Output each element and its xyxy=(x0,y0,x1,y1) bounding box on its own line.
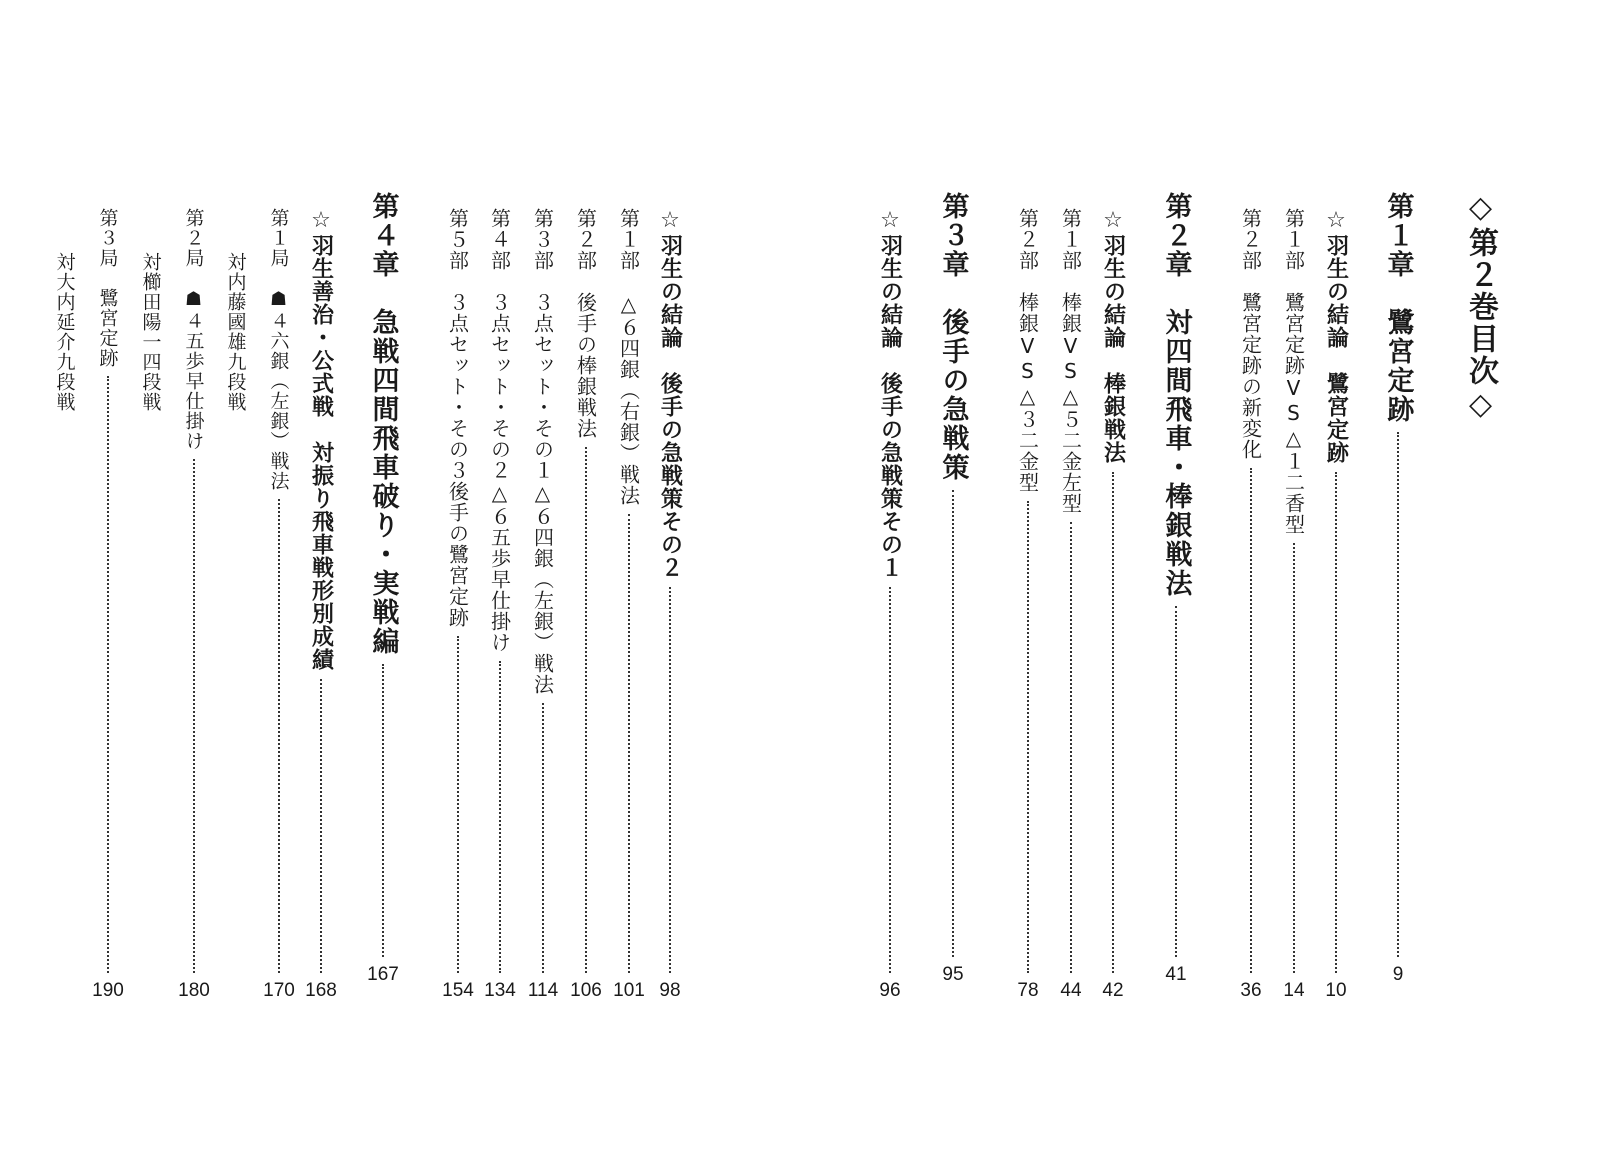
dot-leader xyxy=(585,447,587,973)
entry-label: ☆羽生善治・公式戦 対振り飛車戦形別成績 xyxy=(308,208,334,671)
dot-leader xyxy=(193,459,195,973)
toc-entry-ch1-part-1[interactable] xyxy=(1274,208,1314,1001)
toc-entry-conclusion-2[interactable] xyxy=(1093,208,1133,1001)
dot-leader xyxy=(952,490,954,957)
entry-label: ☆羽生の結論 鷺宮定跡 xyxy=(1323,208,1349,464)
entry-label: 第２部 後手の棒銀戦法 xyxy=(573,208,598,439)
toc-entry-chapter-2[interactable] xyxy=(1156,192,1196,985)
page-number: 14 xyxy=(1283,980,1305,1001)
page-number: 78 xyxy=(1017,980,1039,1001)
toc-entry-game-3-opponent xyxy=(45,252,85,412)
entry-label: 対櫛田陽一四段戦 xyxy=(139,252,162,412)
entry-label: 第２局 ☗４五歩早仕掛け xyxy=(182,208,205,451)
toc-entry-ch2-part-1[interactable] xyxy=(1051,208,1091,1001)
dot-leader xyxy=(1293,543,1295,973)
entry-label: 第１部 △６四銀（右銀）戦法 xyxy=(616,208,641,506)
toc-title-text: ◇第２巻目次◇ xyxy=(1463,190,1498,424)
entry-label: 第４章 急戦四間飛車破り・実戦編 xyxy=(367,192,399,656)
entry-label: 第１局 ☗４六銀（左銀）戦法 xyxy=(267,208,290,491)
page-number: 106 xyxy=(570,980,602,1001)
entry-label: 第３部 ３点セット・その１△６四銀（左銀）戦法 xyxy=(530,208,555,695)
page-number: 9 xyxy=(1392,964,1404,985)
entry-label: 第１部 棒銀VS△５二金左型 xyxy=(1058,208,1083,514)
page-number: 134 xyxy=(484,980,516,1001)
dot-leader xyxy=(320,679,322,973)
entry-label: 第３局 鷺宮定跡 xyxy=(96,208,119,368)
entry-label: 第３章 後手の急戦策 xyxy=(937,192,969,482)
toc-entry-chapter-3[interactable] xyxy=(933,192,973,985)
entry-label: 対大内延介九段戦 xyxy=(53,252,76,412)
dot-leader xyxy=(542,703,544,973)
page-number: 168 xyxy=(305,980,337,1001)
toc-entry-ch3-part-2[interactable] xyxy=(566,208,606,1001)
toc-entry-game-2-opponent xyxy=(131,252,171,412)
page-number: 114 xyxy=(527,980,559,1001)
page-number: 44 xyxy=(1060,980,1082,1001)
dot-leader xyxy=(889,587,891,973)
dot-leader xyxy=(1335,472,1337,973)
page-number: 98 xyxy=(659,980,681,1001)
toc-entry-chapter-1[interactable] xyxy=(1378,192,1418,985)
entry-label: 第２部 鷺宮定跡の新変化 xyxy=(1238,208,1263,460)
page-number: 36 xyxy=(1240,980,1262,1001)
dot-leader xyxy=(628,514,630,973)
toc-entry-ch3-part-4[interactable] xyxy=(480,208,520,1001)
page-number: 180 xyxy=(178,980,210,1001)
entry-label: 第１部 鷺宮定跡VS△１二香型 xyxy=(1281,208,1306,535)
toc-entry-ch1-part-2[interactable] xyxy=(1231,208,1271,1001)
entry-label: 第４部 ３点セット・その２△６五歩早仕掛け xyxy=(487,208,512,653)
dot-leader xyxy=(457,636,459,973)
page-number: 95 xyxy=(942,964,964,985)
page-number: 10 xyxy=(1325,980,1347,1001)
dot-leader xyxy=(278,499,280,973)
dot-leader xyxy=(669,587,671,973)
entry-label: ☆羽生の結論 後手の急戦策その１ xyxy=(877,208,903,579)
dot-leader xyxy=(1070,522,1072,973)
toc-entry-game-1[interactable] xyxy=(259,208,299,1001)
entry-label: 第５部 ３点セット・その３後手の鷺宮定跡 xyxy=(445,208,470,628)
page-number: 96 xyxy=(879,980,901,1001)
toc-entry-conclusion-1[interactable] xyxy=(1316,208,1356,1001)
toc-entry-ch3-part-1[interactable] xyxy=(609,208,649,1001)
page-number: 167 xyxy=(367,964,399,985)
toc-entry-ch3-part-3[interactable] xyxy=(523,208,563,1001)
page-number: 190 xyxy=(92,980,124,1001)
dot-leader xyxy=(1175,606,1177,957)
page-number: 101 xyxy=(613,980,645,1001)
entry-label: 対内藤國雄九段戦 xyxy=(224,252,247,412)
page-number: 41 xyxy=(1165,964,1187,985)
entry-label: 第２章 対四間飛車・棒銀戦法 xyxy=(1160,192,1192,598)
dot-leader xyxy=(1112,472,1114,973)
entry-label: ☆羽生の結論 後手の急戦策その２ xyxy=(657,208,683,579)
dot-leader xyxy=(1027,501,1029,973)
page-number: 154 xyxy=(442,980,474,1001)
toc-entry-conclusion-3a[interactable] xyxy=(870,208,910,1001)
toc-entry-game-3[interactable] xyxy=(88,208,128,1001)
toc-entry-ch2-part-2[interactable] xyxy=(1008,208,1048,1001)
toc-entry-chapter-4[interactable] xyxy=(363,192,403,985)
page-number: 170 xyxy=(263,980,295,1001)
dot-leader xyxy=(1250,468,1252,973)
toc-entry-game-1-opponent xyxy=(216,252,256,412)
toc-title xyxy=(1460,190,1500,424)
page-number: 42 xyxy=(1102,980,1124,1001)
dot-leader xyxy=(1397,432,1399,957)
entry-label: ☆羽生の結論 棒銀戦法 xyxy=(1100,208,1126,464)
toc-entry-game-2[interactable] xyxy=(174,208,214,1001)
toc-entry-conclusion-3b[interactable] xyxy=(650,208,690,1001)
entry-label: 第２部 棒銀VS△３二金型 xyxy=(1015,208,1040,493)
toc-entry-habu-record[interactable] xyxy=(301,208,341,1001)
dot-leader xyxy=(382,664,384,957)
dot-leader xyxy=(107,376,109,973)
dot-leader xyxy=(499,661,501,973)
toc-entry-ch3-part-5[interactable] xyxy=(438,208,478,1001)
entry-label: 第１章 鷺宮定跡 xyxy=(1382,192,1414,424)
